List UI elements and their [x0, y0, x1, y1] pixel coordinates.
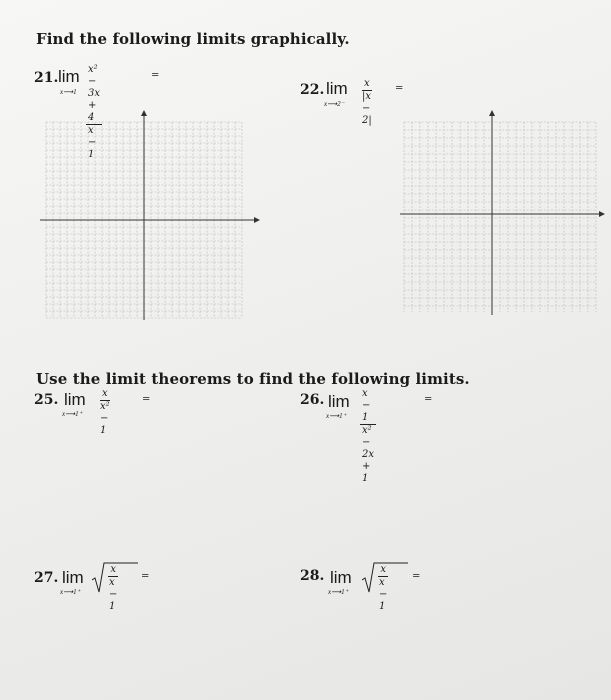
denominator: |x − 2|	[362, 91, 372, 126]
numerator: x − 1	[360, 388, 376, 425]
section1-heading: Find the following limits graphically.	[36, 30, 350, 48]
denominator: x − 1	[109, 577, 118, 612]
fraction	[98, 388, 112, 437]
limit-word: lim	[330, 568, 352, 587]
coordinate-grid-left	[40, 110, 260, 320]
numerator: x	[364, 78, 370, 89]
denominator: x − 1	[379, 577, 388, 612]
fraction	[107, 564, 119, 613]
problem-number: 26.	[300, 392, 325, 408]
coordinate-grid-right	[400, 110, 605, 315]
denominator: x² − 1	[100, 401, 110, 436]
fraction	[360, 78, 374, 127]
limit-word: lim	[64, 390, 86, 409]
limit-subscript: x⟶1	[60, 88, 77, 96]
limit-subscript: x⟶1⁺	[60, 588, 81, 596]
fraction	[377, 564, 389, 613]
y-axis-arrow-icon	[489, 110, 495, 116]
limit-subscript: x⟶1⁺	[326, 412, 347, 420]
grid-lines	[404, 122, 596, 312]
numerator: x² − 3x + 4	[88, 64, 101, 123]
limit-word: lim	[326, 79, 348, 98]
limit-word: lim	[58, 67, 80, 86]
numerator: x	[102, 388, 108, 399]
equals-sign: =	[395, 83, 404, 94]
section2-heading: Use the limit theorems to find the following limits.	[36, 370, 470, 388]
problem-number: 22.	[300, 82, 325, 98]
limit-word: lim	[328, 392, 350, 411]
x-axis-arrow-icon	[254, 217, 260, 223]
limit-subscript: x⟶2⁻	[324, 100, 345, 108]
fraction	[360, 388, 376, 485]
equals-sign: =	[424, 394, 433, 405]
equals-sign: =	[151, 70, 160, 81]
x-axis-arrow-icon	[599, 211, 605, 217]
limit-subscript: x⟶1⁺	[328, 588, 349, 596]
problem-number: 25.	[34, 392, 59, 408]
equals-sign: =	[141, 571, 150, 582]
equals-sign: =	[142, 394, 151, 405]
problem-number: 21.	[34, 70, 59, 86]
problem-number: 27.	[34, 570, 59, 586]
numerator: x	[380, 564, 386, 575]
limit-word: lim	[62, 568, 84, 587]
problem-number: 28.	[300, 568, 325, 584]
limit-subscript: x⟶1⁺	[62, 410, 83, 418]
y-axis-arrow-icon	[141, 110, 147, 116]
denominator: x² − 2x + 1	[362, 425, 375, 484]
equals-sign: =	[412, 571, 421, 582]
numerator: x	[110, 564, 116, 575]
denominator: x − 1	[88, 125, 97, 160]
